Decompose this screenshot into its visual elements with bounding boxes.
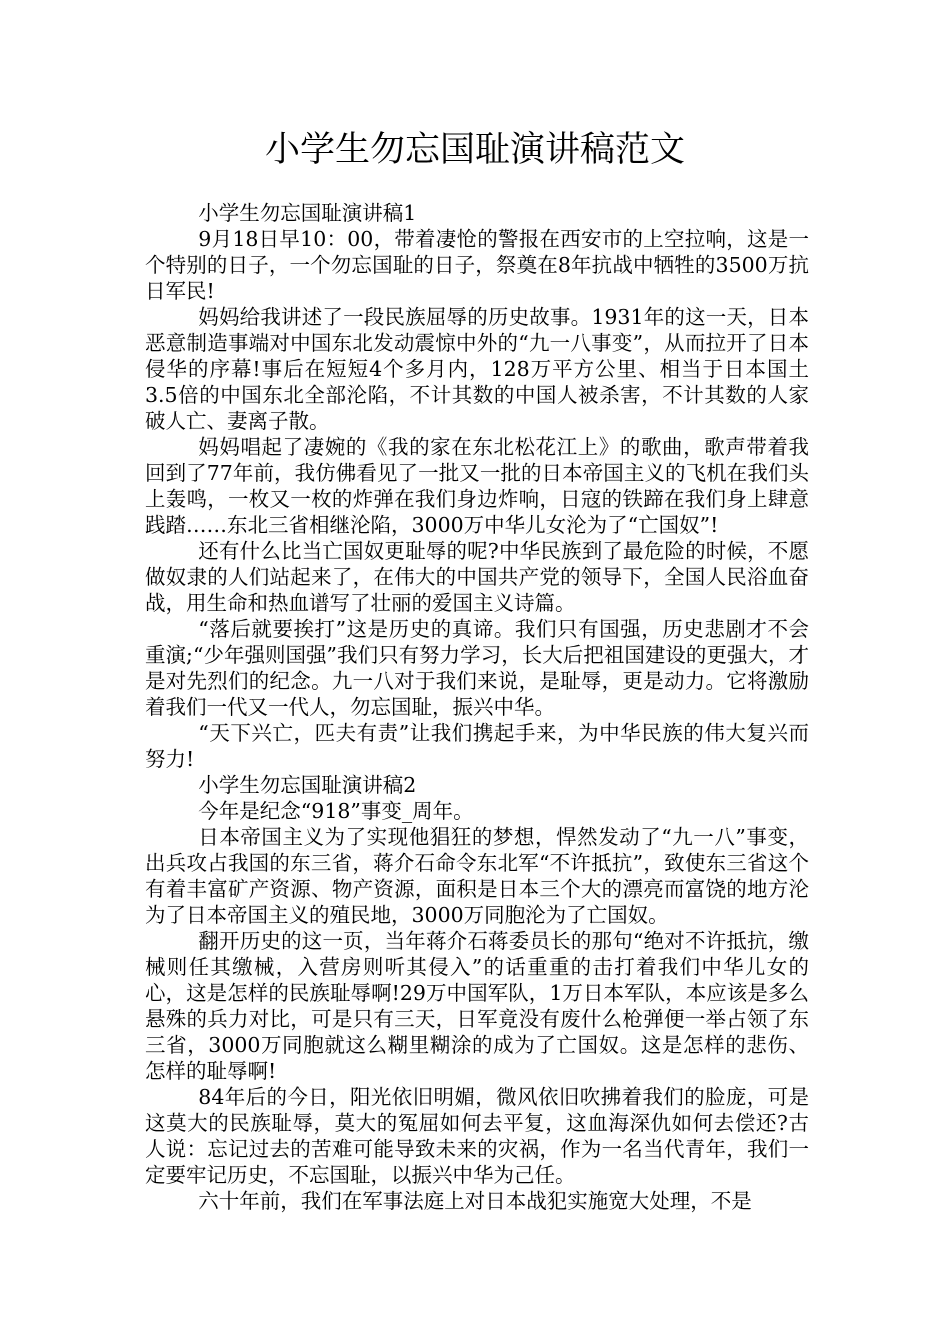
- paragraph: 84年后的今日，阳光依旧明媚，微风依旧吹拂着我们的脸庞，可是这莫大的民族耻辱，莫大的冤屈如何去平复，这血海深仇如何去偿还?古人说：忘记过去的苦难可能导致未来的灾祸，作为一名当代青年，我们一定要牢记历史，不忘国耻，以振兴中华为己任。: [145, 1085, 809, 1187]
- paragraph: “落后就要挨打”这是历史的真谛。我们只有国强，历史悲剧才不会重演;“少年强则国强”我们只有努力学习，长大后把祖国建设的更强大，才是对先烈们的纪念。九一八对于我们来说，是耻辱，更是动力。它将激励着我们一代又一代人，勿忘国耻，振兴中华。: [145, 617, 809, 719]
- paragraph: 妈妈唱起了凄婉的《我的家在东北松花江上》的歌曲，歌声带着我回到了77年前，我仿佛看见了一批又一批的日本帝国主义的飞机在我们头上轰鸣，一枚又一枚的炸弹在我们身边炸响，日寇的铁蹄在我们身上肆意践踏……东北三省相继沦陷，3000万中华儿女沦为了“亡国奴”!: [145, 435, 809, 537]
- paragraph: 9月18日早10：00，带着凄怆的警报在西安市的上空拉响，这是一个特别的日子，一个勿忘国耻的日子，祭奠在8年抗战中牺牲的3500万抗日军民!: [145, 227, 809, 303]
- paragraph: 六十年前，我们在军事法庭上对日本战犯实施宽大处理，不是: [198, 1189, 752, 1213]
- paragraph: 今年是纪念“918”事变_周年。: [198, 799, 474, 823]
- paragraph: 翻开历史的这一页，当年蒋介石蒋委员长的那句“绝对不许抵抗，缴械则任其缴械，入营房则听其侵入”的话重重的击打着我们中华儿女的心，这是怎样的民族耻辱啊!29万中国军队，1万日本军队，本应该是多么悬殊的兵力对比，可是只有三天，日军竟没有废什么枪弹便一举占领了东三省，3000万同胞就这么糊里糊涂的成为了亡国奴。这是怎样的悲伤、怎样的耻辱啊!: [145, 929, 809, 1083]
- paragraph: 还有什么比当亡国奴更耻辱的呢?中华民族到了最危险的时候，不愿做奴隶的人们站起来了，在伟大的中国共产党的领导下，全国人民浴血奋战，用生命和热血谱写了壮丽的爱国主义诗篇。: [145, 539, 809, 615]
- document-title: 小学生勿忘国耻演讲稿范文: [264, 130, 685, 170]
- paragraph: 日本帝国主义为了实现他猖狂的梦想，悍然发动了“九一八”事变，出兵攻占我国的东三省，蒋介石命令东北军“不许抵抗”，致使东三省这个有着丰富矿产资源、物产资源，面积是日本三个大的漂亮而富饶的地方沦为了日本帝国主义的殖民地，3000万同胞沦为了亡国奴。: [145, 825, 809, 927]
- section-heading: 小学生勿忘国耻演讲稿1: [198, 201, 417, 225]
- section-heading: 小学生勿忘国耻演讲稿2: [198, 773, 417, 797]
- document-body: [145, 200, 809, 1214]
- paragraph: “天下兴亡，匹夫有责”让我们携起手来，为中华民族的伟大复兴而努力!: [145, 721, 809, 771]
- paragraph: 妈妈给我讲述了一段民族屈辱的历史故事。1931年的这一天，日本恶意制造事端对中国东北发动震惊中外的“九一八事变”，从而拉开了日本侵华的序幕!事后在短短4个多月内，128万平方公里、相当于日本国土3.5倍的中国东北全部沦陷，不计其数的中国人被杀害，不计其数的人家破人亡、妻离子散。: [145, 305, 809, 433]
